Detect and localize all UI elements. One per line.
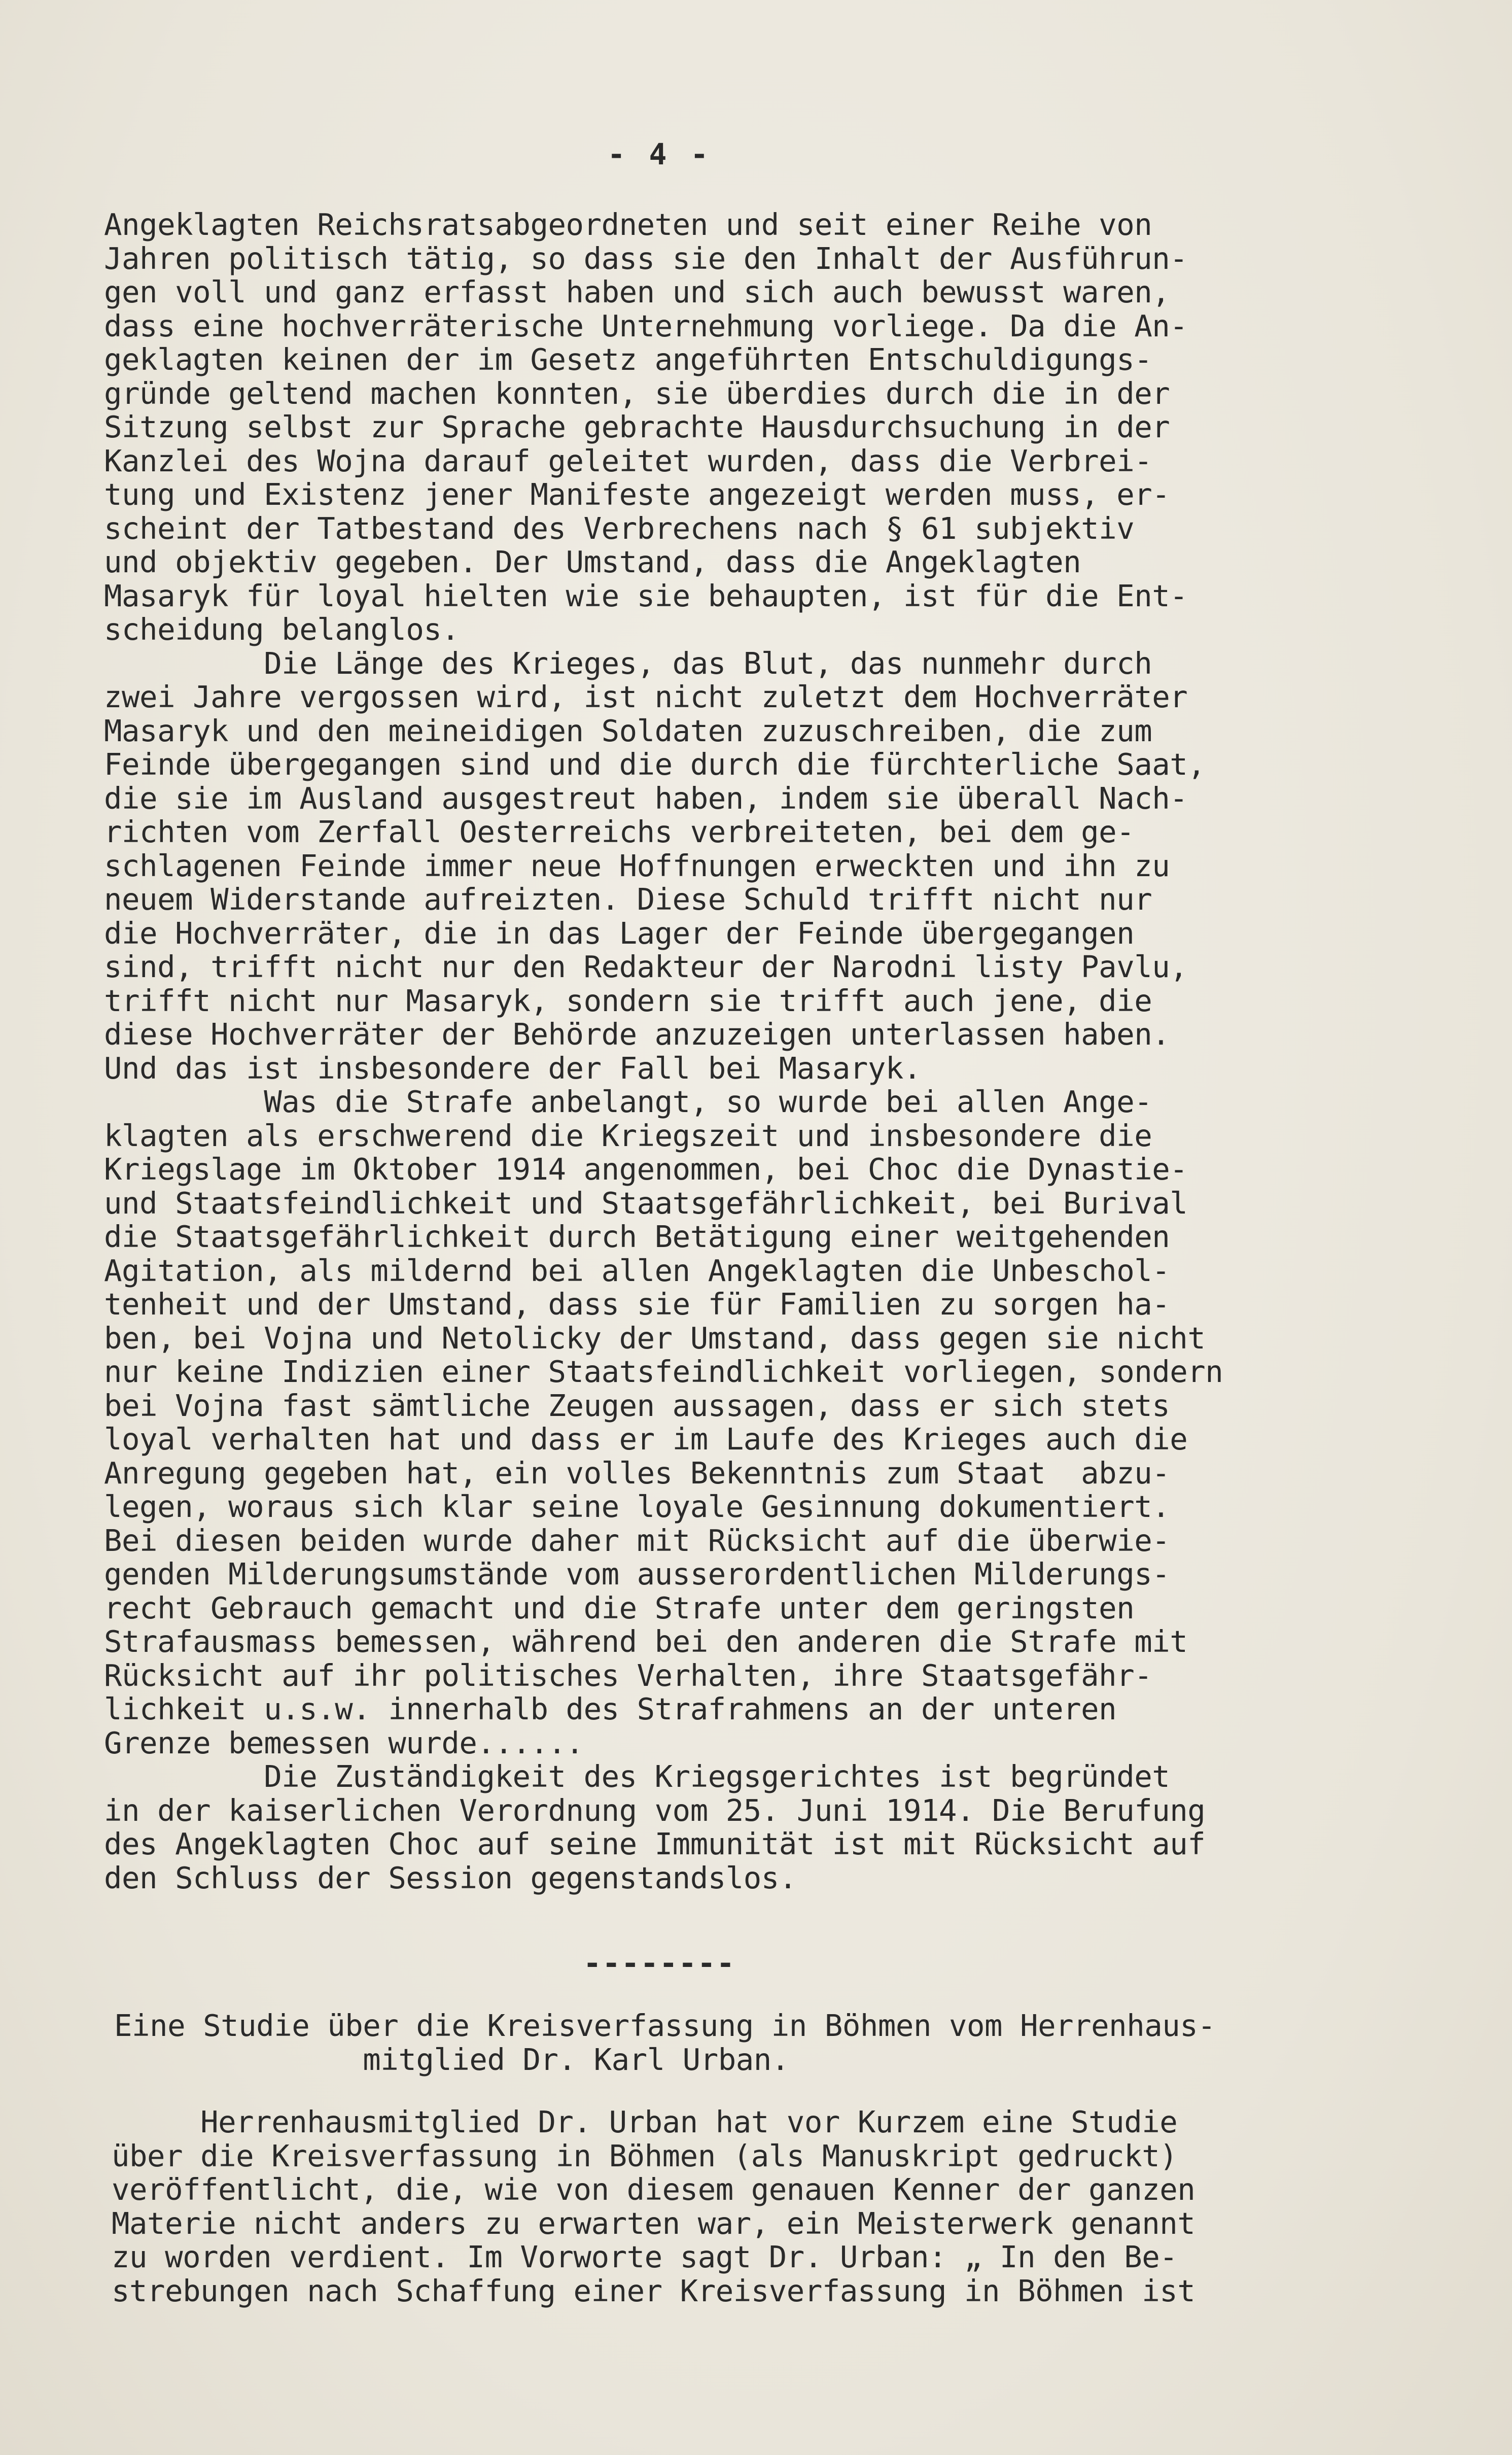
- text-line: tung und Existenz jener Manifeste angezeigt werden muss, er-: [104, 477, 1170, 512]
- text-line: sind, trifft nicht nur den Redakteur der Narodni listy Pavlu,: [104, 949, 1188, 984]
- text-line: recht Gebrauch gemacht und die Strafe unter dem geringsten: [104, 1590, 1135, 1626]
- text-line: und objektiv gegeben. Der Umstand, dass die Angeklagten: [104, 544, 1081, 579]
- text-line: Masaryk für loyal hielten wie sie behaupten, ist für die Ent-: [104, 578, 1188, 613]
- text-line: bei Vojna fast sämtliche Zeugen aussagen, dass er sich stets: [104, 1388, 1170, 1423]
- heading-line: Eine Studie über die Kreisverfassung in Böhmen vom Herrenhaus-: [114, 2008, 1216, 2043]
- text-line: scheint der Tatbestand des Verbrechens nach § 61 subjektiv: [104, 510, 1135, 546]
- text-line: veröffentlicht, die, wie von diesem genauen Kenner der ganzen: [112, 2172, 1195, 2207]
- text-line: loyal verhalten hat und dass er im Laufe des Krieges auch die: [104, 1422, 1188, 1457]
- text-line: Bei diesen beiden wurde daher mit Rücksicht auf die überwie-: [104, 1523, 1170, 1558]
- text-line: Kriegslage im Oktober 1914 angenommen, bei Choc die Dynastie-: [104, 1152, 1188, 1187]
- text-line: richten vom Zerfall Oesterreichs verbreiteten, bei dem ge-: [104, 814, 1135, 849]
- text-line: scheidung belanglos.: [104, 612, 460, 647]
- text-line: Die Länge des Krieges, das Blut, das nunmehr durch: [104, 645, 1152, 681]
- text-line: Anregung gegeben hat, ein volles Bekenntnis zum Staat abzu-: [104, 1455, 1170, 1491]
- text-line: Masaryk und den meineidigen Soldaten zuzuschreiben, die zum: [104, 713, 1152, 748]
- text-line: Rücksicht auf ihr politisches Verhalten, ihre Staatsgefähr-: [104, 1657, 1152, 1693]
- section-separator: --------: [583, 1946, 736, 1981]
- verdict-text: [104, 208, 1402, 1895]
- text-line: Kanzlei des Wojna darauf geleitet wurden, dass die Verbrei-: [104, 443, 1152, 478]
- paragraph-3: [104, 1085, 1402, 1760]
- text-line: die sie im Ausland ausgestreut haben, indem sie überall Nach-: [104, 780, 1188, 816]
- text-line: genden Milderungsumstände vom ausserordentlichen Milderungs-: [104, 1557, 1170, 1592]
- page-number: - 4 -: [607, 137, 712, 171]
- text-line: diese Hochverräter der Behörde anzuzeigen unterlassen haben.: [104, 1017, 1170, 1052]
- text-line: Was die Strafe anbelangt, so wurde bei allen Ange-: [104, 1084, 1152, 1119]
- text-line: in der kaiserlichen Verordnung vom 25. Juni 1914. Die Berufung: [104, 1792, 1206, 1828]
- text-line: Materie nicht anders zu erwarten war, ein Meisterwerk genannt: [112, 2205, 1195, 2241]
- text-line: klagten als erschwerend die Kriegszeit und insbesondere die: [104, 1118, 1152, 1153]
- paragraph-2: [104, 647, 1402, 1086]
- text-line: gründe geltend machen konnten, sie überdies durch die in der: [104, 375, 1170, 411]
- text-line: über die Kreisverfassung in Böhmen (als Manuskript gedruckt): [112, 2138, 1178, 2173]
- text-line: Strafausmass bemessen, während bei den anderen die Strafe mit: [104, 1624, 1188, 1659]
- text-line: strebungen nach Schaffung einer Kreisverfassung in Böhmen ist: [112, 2273, 1195, 2308]
- text-line: Grenze bemessen wurde......: [104, 1725, 584, 1760]
- text-line: geklagten keinen der im Gesetz angeführten Entschuldigungs-: [104, 342, 1152, 377]
- heading-line: mitglied Dr. Karl Urban.: [114, 2042, 789, 2077]
- text-line: nur keine Indizien einer Staatsfeindlichkeit vorliegen, sondern: [104, 1354, 1223, 1389]
- text-line: Herrenhausmitglied Dr. Urban hat vor Kurzem eine Studie: [112, 2104, 1178, 2139]
- paragraph-4: [104, 1760, 1402, 1895]
- text-line: trifft nicht nur Masaryk, sondern sie trifft auch jene, die: [104, 983, 1152, 1018]
- text-line: zu worden verdient. Im Vorworte sagt Dr. Urban: „ In den Be-: [112, 2239, 1178, 2274]
- text-line: den Schluss der Session gegenstandslos.: [104, 1860, 797, 1895]
- text-line: legen, woraus sich klar seine loyale Gesinnung dokumentiert.: [104, 1489, 1170, 1524]
- text-line: Angeklagten Reichsratsabgeordneten und seit einer Reihe von: [104, 207, 1152, 242]
- text-line: Sitzung selbst zur Sprache gebrachte Hausdurchsuchung in der: [104, 409, 1170, 444]
- text-line: lichkeit u.s.w. innerhalb des Strafrahmens an der unteren: [104, 1691, 1117, 1726]
- text-line: Und das ist insbesondere der Fall bei Masaryk.: [104, 1050, 921, 1086]
- text-line: Die Zuständigkeit des Kriegsgerichtes ist begründet: [104, 1759, 1170, 1794]
- text-line: gen voll und ganz erfasst haben und sich auch bewusst waren,: [104, 274, 1170, 309]
- paragraph-1: [104, 208, 1402, 647]
- text-line: Feinde übergegangen sind und die durch die fürchterliche Saat,: [104, 747, 1206, 782]
- text-line: neuem Widerstande aufreizten. Diese Schuld trifft nicht nur: [104, 882, 1152, 917]
- study-text: [112, 2105, 1410, 2308]
- section-heading: [114, 2009, 1413, 2077]
- text-line: des Angeklagten Choc auf seine Immunität ist mit Rücksicht auf: [104, 1826, 1206, 1861]
- text-line: die Hochverräter, die in das Lager der Feinde übergegangen: [104, 915, 1135, 951]
- text-line: ben, bei Vojna und Netolicky der Umstand, dass gegen sie nicht: [104, 1320, 1206, 1356]
- text-line: Jahren politisch tätig, so dass sie den Inhalt der Ausführun-: [104, 240, 1188, 276]
- text-line: Agitation, als mildernd bei allen Angeklagten die Unbeschol-: [104, 1253, 1170, 1288]
- text-line: die Staatsgefährlichkeit durch Betätigung einer weitgehenden: [104, 1219, 1170, 1254]
- text-line: schlagenen Feinde immer neue Hoffnungen erweckten und ihn zu: [104, 848, 1170, 883]
- text-line: dass eine hochverräterische Unternehmung vorliege. Da die An-: [104, 308, 1188, 343]
- text-line: tenheit und der Umstand, dass sie für Familien zu sorgen ha-: [104, 1287, 1170, 1322]
- text-line: zwei Jahre vergossen wird, ist nicht zuletzt dem Hochverräter: [104, 679, 1188, 714]
- text-line: und Staatsfeindlichkeit und Staatsgefährlichkeit, bei Burival: [104, 1185, 1188, 1221]
